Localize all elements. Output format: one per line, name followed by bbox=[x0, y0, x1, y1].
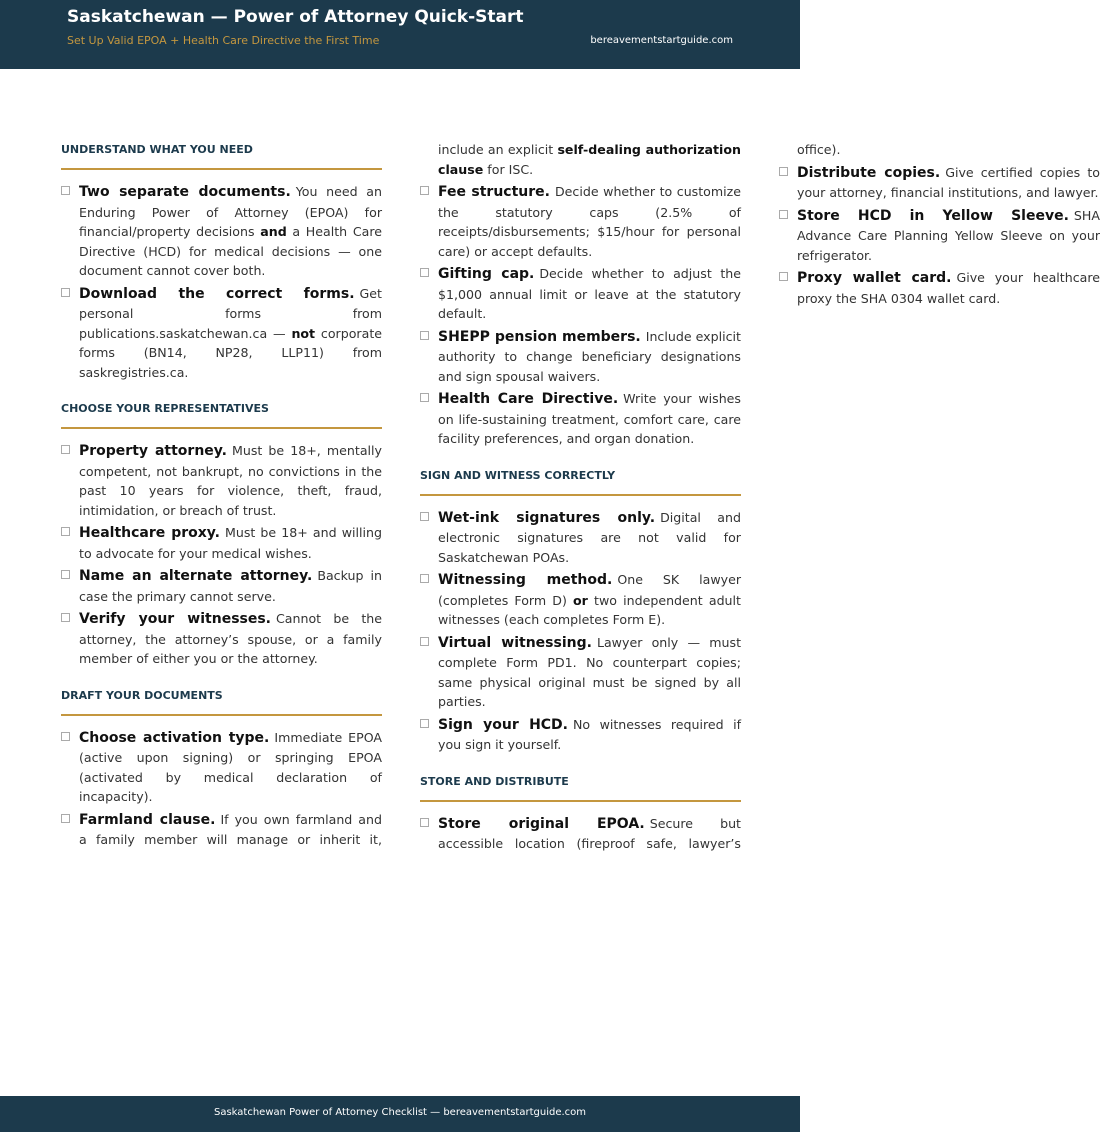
checklist bbox=[61, 441, 382, 669]
section-title: DRAFT YOUR DOCUMENTS bbox=[61, 686, 382, 716]
page-header bbox=[0, 0, 800, 69]
checkbox[interactable] bbox=[61, 814, 70, 823]
checkbox[interactable] bbox=[420, 574, 429, 583]
item-lead: Property attorney. bbox=[79, 443, 227, 459]
item-lead: Witnessing method. bbox=[438, 572, 613, 588]
item-text: Include explicit authority to change beneficiary designations and sign spousal waivers. bbox=[438, 328, 741, 384]
item-lead: Virtual witnessing. bbox=[438, 634, 592, 651]
item-lead: Distribute copies. bbox=[797, 164, 941, 181]
checkbox[interactable] bbox=[420, 512, 429, 521]
checklist-columns bbox=[61, 140, 1100, 870]
checklist-item bbox=[420, 633, 741, 712]
item-lead: Download the correct forms. bbox=[79, 285, 355, 302]
item-text: Give certified copies to your attorney, financial institutions, and lawyer. bbox=[797, 164, 1100, 200]
checklist-item bbox=[420, 508, 741, 568]
item-lead: Farmland clause. bbox=[79, 811, 216, 828]
checklist-item bbox=[779, 206, 1100, 266]
section-title: STORE AND DISTRIBUTE bbox=[420, 772, 741, 802]
item-text: a Health Care Directive (HCD) for medical decisions — one document cannot cover both. bbox=[79, 224, 383, 278]
item-lead: Fee structure. bbox=[438, 184, 550, 200]
page-footer bbox=[0, 1096, 800, 1132]
item-lead: Verify your witnesses. bbox=[79, 611, 271, 627]
item-text: Digital and electronic signatures are not valid for Saskatchewan POAs. bbox=[438, 509, 741, 565]
checkbox[interactable] bbox=[61, 613, 70, 622]
checkbox[interactable] bbox=[779, 167, 788, 176]
item-lead: Sign your HCD. bbox=[438, 716, 569, 733]
item-lead: Store original EPOA. bbox=[438, 815, 645, 832]
checkbox[interactable] bbox=[61, 288, 70, 297]
item-text: No witnesses required if you sign it yourself. bbox=[438, 716, 742, 752]
checklist-section bbox=[61, 140, 382, 382]
item-lead: Store HCD in Yellow Sleeve. bbox=[797, 207, 1069, 224]
checkbox[interactable] bbox=[420, 719, 429, 728]
page-subtitle: Set Up Valid EPOA + Health Care Directive the First Time bbox=[67, 34, 380, 47]
checklist-item bbox=[420, 327, 741, 387]
item-text: Lawyer only — must complete Form PD1. No counterpart copies; same physical original must be signed by all parties. bbox=[438, 634, 742, 709]
item-text: One SK lawyer (completes Form D) bbox=[438, 572, 741, 608]
item-lead: Gifting cap. bbox=[438, 266, 535, 282]
item-text: Get personal forms from publications.saskatchewan.ca — bbox=[79, 285, 382, 341]
item-text: Must be 18+, mentally competent, not bankrupt, no convictions in the past 10 years for violence, theft, fraud, intimidation, or breach of trust. bbox=[79, 443, 382, 518]
checklist-item bbox=[61, 441, 382, 520]
item-text: two independent adult witnesses (each completes Form E). bbox=[438, 592, 741, 627]
checklist bbox=[61, 182, 382, 382]
item-emphasis: and bbox=[260, 224, 287, 239]
item-text: Must be 18+ and willing to advocate for your medical wishes. bbox=[79, 525, 382, 561]
checkbox[interactable] bbox=[420, 393, 429, 402]
item-lead: SHEPP pension members. bbox=[438, 328, 641, 345]
checklist-item bbox=[420, 182, 741, 261]
item-lead: Health Care Directive. bbox=[438, 391, 619, 407]
checkbox[interactable] bbox=[420, 268, 429, 277]
item-lead: Proxy wallet card. bbox=[797, 270, 952, 286]
checkbox[interactable] bbox=[61, 445, 70, 454]
item-text: Decide whether to adjust the $1,000 annual limit or leave at the statutory default. bbox=[438, 266, 741, 321]
item-text: Immediate EPOA (active upon signing) or springing EPOA (activated by medical declaration of incapacity). bbox=[79, 729, 382, 804]
section-title: UNDERSTAND WHAT YOU NEED bbox=[61, 140, 382, 170]
item-emphasis: not bbox=[291, 325, 316, 341]
checkbox[interactable] bbox=[420, 331, 429, 340]
item-text: for ISC. bbox=[483, 161, 534, 177]
checkbox[interactable] bbox=[61, 732, 70, 741]
checklist-item bbox=[61, 182, 382, 281]
item-lead: Wet-ink signatures only. bbox=[438, 509, 656, 526]
checkbox[interactable] bbox=[420, 186, 429, 195]
checklist-item bbox=[420, 570, 741, 630]
item-lead: Choose activation type. bbox=[79, 729, 270, 746]
checkbox[interactable] bbox=[61, 186, 70, 195]
checklist-item bbox=[420, 264, 741, 324]
item-emphasis: self-dealing authorization clause bbox=[438, 142, 741, 177]
item-text: You need an Enduring Power of Attorney (EPOA) for financial/property decisions bbox=[79, 184, 382, 239]
checklist-item bbox=[61, 728, 382, 807]
checklist-item bbox=[420, 389, 741, 449]
item-text: If you own farmland and a family member will manage or inherit it, include an explicit bbox=[79, 142, 558, 847]
checkbox[interactable] bbox=[420, 818, 429, 827]
checklist bbox=[420, 508, 741, 755]
item-lead: Healthcare proxy. bbox=[79, 525, 220, 541]
checkbox[interactable] bbox=[61, 527, 70, 536]
checklist-item bbox=[61, 523, 382, 563]
checklist-item bbox=[61, 566, 382, 606]
item-text: Secure but accessible location (fireproof safe, lawyer’s office). bbox=[438, 142, 841, 851]
checklist-section bbox=[420, 466, 741, 755]
section-title: CHOOSE YOUR REPRESENTATIVES bbox=[61, 399, 382, 429]
item-text: SHA Advance Care Planning Yellow Sleeve on your refrigerator. bbox=[797, 207, 1100, 263]
checklist-section bbox=[61, 399, 382, 669]
footer-text: Saskatchewan Power of Attorney Checklist — bereavementstartguide.com bbox=[213, 1107, 587, 1118]
item-lead: Name an alternate attorney. bbox=[79, 568, 313, 584]
section-title: SIGN AND WITNESS CORRECTLY bbox=[420, 466, 741, 496]
item-text: Write your wishes on life-sustaining treatment, comfort care, care facility preferences, and organ donation. bbox=[438, 391, 741, 446]
checklist-item bbox=[779, 163, 1100, 203]
item-text: Give your healthcare proxy the SHA 0304 wallet card. bbox=[797, 270, 1100, 306]
checklist-item bbox=[61, 609, 382, 669]
checkbox[interactable] bbox=[420, 637, 429, 646]
item-text: Backup in case the primary cannot serve. bbox=[79, 568, 382, 604]
item-text: Cannot be the attorney, the attorney’s spouse, or a family member of either you or the attorney. bbox=[79, 611, 382, 666]
checkbox[interactable] bbox=[779, 210, 788, 219]
checklist-item bbox=[420, 715, 741, 755]
item-emphasis: or bbox=[573, 592, 588, 608]
checkbox[interactable] bbox=[61, 570, 70, 579]
item-text: corporate forms (BN14, NP28, LLP11) from saskregistries.ca. bbox=[79, 325, 383, 380]
checklist-item bbox=[779, 268, 1100, 308]
item-text: Decide whether to customize the statutory caps (2.5% of receipts/disbursements; $15/hour for personal care) or accept defaults. bbox=[438, 184, 741, 259]
checklist-item bbox=[61, 284, 382, 383]
header-site-link[interactable]: bereavementstartguide.com bbox=[590, 35, 733, 46]
checkbox[interactable] bbox=[779, 272, 788, 281]
page-title: Saskatchewan — Power of Attorney Quick-Start bbox=[67, 7, 524, 27]
item-lead: Two separate documents. bbox=[79, 184, 291, 200]
